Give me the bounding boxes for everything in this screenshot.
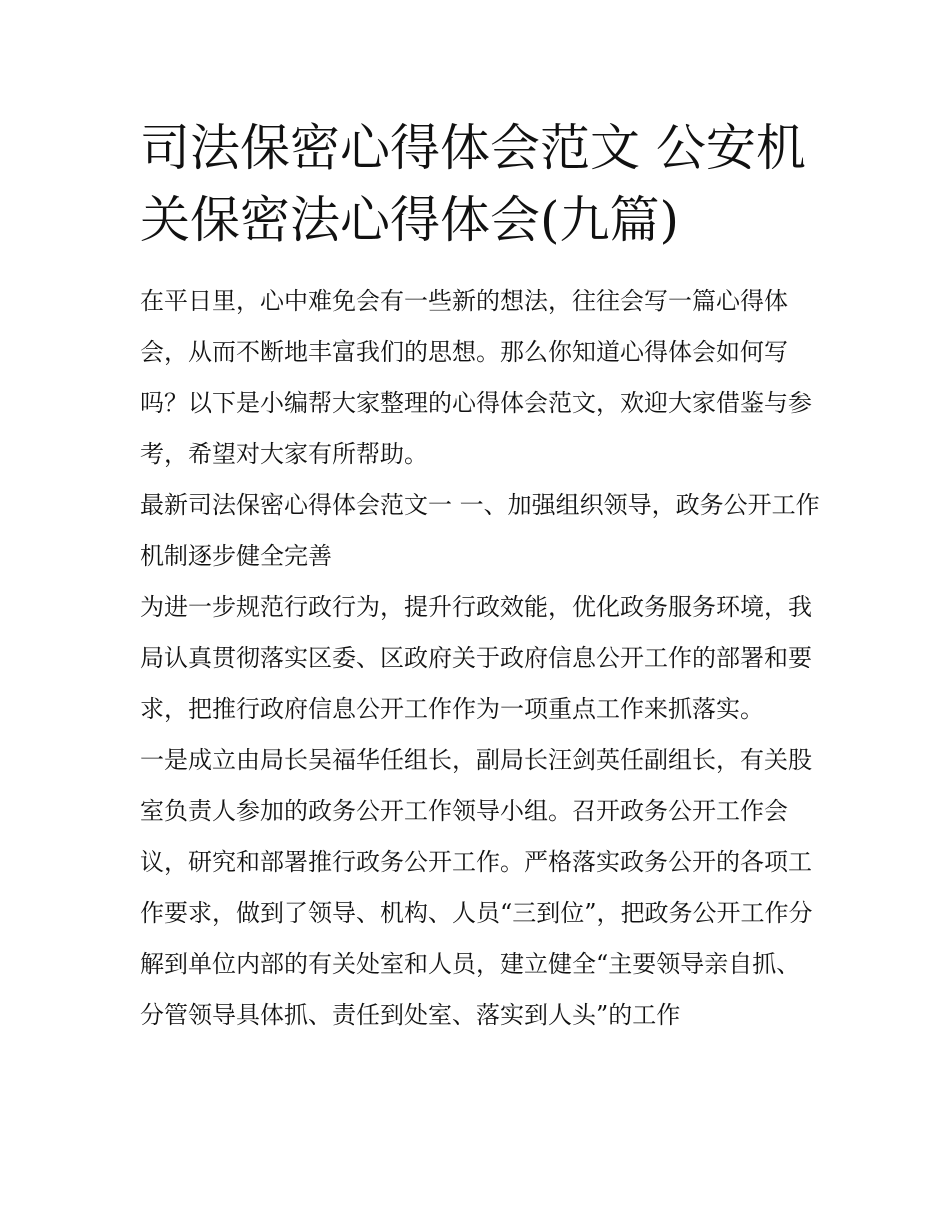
title-line-2: 关保密法心得体会(九篇) (140, 191, 680, 249)
body-paragraph: 为进一步规范行政行为，提升行政效能，优化政务服务环境，我局认真贯彻落实区委、区政府关于政府信息公开工作的部署和要求，把推行政府信息公开工作作为一项重点工作来抓落实。 (140, 593, 812, 723)
intro-paragraph: 在平日里，心中难免会有一些新的想法，往往会写一篇心得体会，从而不断地丰富我们的思想。那么你知道心得体会如何写吗？以下是小编帮大家整理的心得体会范文，欢迎大家借鉴与参考，希望对大家有所帮助。 (140, 287, 812, 468)
document-title (140, 112, 820, 256)
section-heading: 最新司法保密心得体会范文一 一、加强组织领导，政务公开工作机制逐步健全完善 (140, 491, 820, 570)
body-paragraph: 一是成立由局长吴福华任组长，副局长汪剑英任副组长，有关股室负责人参加的政务公开工作领导小组。召开政务公开工作会议，研究和部署推行政务公开工作。严格落实政务公开的各项工作要求，做到了领导、机构、人员“三到位”，把政务公开工作分解到单位内部的有关处室和人员，建立健全“主要领导亲自抓、分管领导具体抓、责任到处室、落实到人头”的工作 (140, 746, 813, 1029)
document-body (140, 276, 820, 1041)
title-line-1: 司法保密心得体会范文 公安机 (140, 119, 806, 177)
